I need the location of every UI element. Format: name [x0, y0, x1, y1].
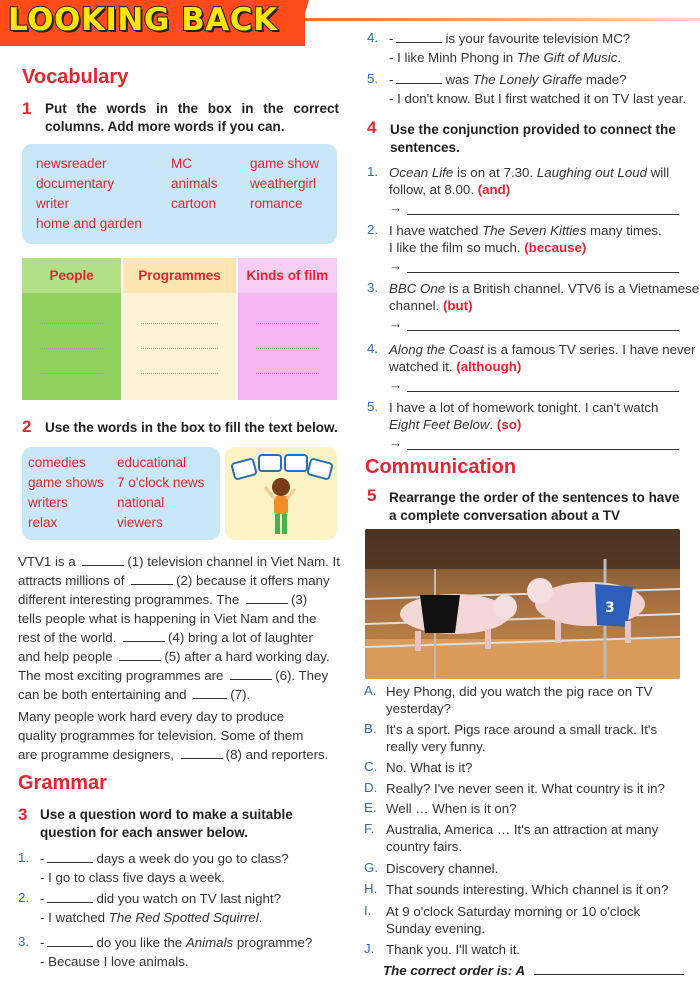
sentence-line	[389, 164, 683, 181]
paragraph-line	[18, 726, 336, 745]
sentence-line	[389, 280, 700, 297]
sentence-line: Sunday evening.	[386, 921, 486, 936]
answer-blank[interactable]	[47, 934, 93, 947]
sentence-line	[389, 181, 510, 198]
answer-line[interactable]	[256, 373, 319, 374]
column-header: Programmes	[123, 258, 235, 293]
question-line	[40, 934, 312, 951]
pig-number-label: 3	[605, 600, 615, 616]
sentence-line	[389, 399, 683, 416]
text-run: is your favourite television MC?	[445, 31, 631, 46]
sentence-line	[389, 297, 473, 314]
word-box-1	[22, 144, 337, 244]
text-run: I have a lot of homework tonight. I can't watch	[389, 400, 659, 415]
cartoon-illustration	[225, 447, 337, 540]
word: comedies	[28, 455, 86, 470]
sentence-line: Well … When is it on?	[386, 801, 517, 816]
question-line	[389, 71, 627, 88]
arrow-icon: →	[389, 258, 403, 273]
column-people	[22, 258, 121, 400]
sentence-letter: D.	[364, 780, 378, 795]
paragraph-line	[18, 609, 336, 628]
text-run: -	[40, 935, 45, 950]
conjunction-hint: (so)	[496, 417, 522, 432]
answer-line[interactable]	[40, 348, 103, 349]
banner-rule	[305, 18, 700, 21]
exercise-2-number: 2	[22, 417, 32, 436]
text-run: - Because I love animals.	[40, 954, 189, 969]
answer-blank[interactable]	[123, 629, 165, 642]
item-number: 4.	[367, 341, 379, 356]
fill-in-paragraph-2	[18, 707, 336, 764]
word: home and garden	[36, 216, 142, 231]
exercise-5-number: 5	[367, 486, 377, 505]
communication-heading: Communication	[365, 456, 517, 478]
sentence-line: Really? I've never seen it. What country is it in?	[386, 781, 665, 796]
text-run: .	[617, 50, 622, 65]
text-run: Many people work hard every day to produce	[18, 709, 285, 724]
text-run: rest of the world.	[18, 630, 120, 645]
exercise-4-number: 4	[367, 118, 377, 137]
text-run: tells people what is happening in Viet Nam and the	[18, 611, 317, 626]
answer-blank[interactable]	[396, 30, 442, 43]
answer-line[interactable]	[40, 323, 103, 324]
conjunction-hint: (and)	[477, 182, 511, 197]
text-run: I have watched	[389, 223, 483, 238]
answer-line[interactable]	[141, 373, 217, 374]
text-run: different interesting programmes. The	[18, 592, 243, 607]
paragraph-line	[18, 647, 336, 666]
sentence-line	[389, 239, 586, 256]
sentence-letter: E.	[364, 800, 377, 815]
text-run: are programme designers,	[18, 747, 178, 762]
item-number: 5.	[367, 399, 379, 414]
text-run: - I don't know. But I first watched it on TV last year.	[389, 91, 687, 106]
answer-line[interactable]	[141, 348, 217, 349]
word: documentary	[36, 176, 115, 191]
answer-line	[389, 90, 686, 107]
text-run: The Red Spotted Squirrel	[108, 910, 259, 925]
word-box-2	[22, 447, 220, 540]
sentence-letter: A.	[364, 683, 377, 698]
sentence-letter: C.	[364, 759, 378, 774]
column-kinds-of-film	[236, 258, 337, 400]
text-run: - I go to class five days a week.	[40, 870, 225, 885]
text-run: BBC One	[389, 281, 446, 296]
sentence-line	[389, 358, 521, 375]
banner-corner	[295, 0, 309, 46]
text-run: The Gift of Music	[516, 50, 618, 65]
sentence-line: Australia, America … It's an attraction at many	[386, 822, 659, 837]
item-number: 2.	[18, 890, 30, 905]
sentence-letter: B.	[364, 721, 377, 736]
text-run: do you like the	[96, 935, 186, 950]
word: relax	[28, 515, 58, 530]
word: romance	[250, 196, 303, 211]
word: writers	[28, 495, 68, 510]
answer-line	[40, 909, 262, 926]
answer-blank[interactable]	[47, 850, 93, 863]
word: viewers	[117, 515, 163, 530]
answer-line	[40, 953, 189, 970]
text-run: .	[258, 910, 263, 925]
column-header: Kinds of film	[238, 258, 337, 293]
pig-race-image	[365, 529, 680, 679]
answer-line[interactable]	[141, 323, 217, 324]
sentence-line: It's a sport. Pigs race around a small track. It's	[386, 722, 658, 737]
tv-boy-illustration	[225, 447, 337, 540]
answer-blank[interactable]	[407, 272, 679, 273]
text-run: (8) and reporters.	[225, 747, 329, 762]
answer-blank[interactable]	[193, 686, 227, 699]
item-number: 1.	[367, 164, 379, 179]
exercise-5-instruction: Rearrange the order of the sentences to have a complete conversation about a TV	[389, 490, 680, 523]
answer-blank[interactable]	[407, 330, 679, 331]
answer-line	[40, 869, 225, 886]
sentence-line: Discovery channel.	[386, 861, 499, 876]
text-run: -	[40, 851, 45, 866]
column-header: People	[22, 258, 121, 293]
text-run: Eight Feet Below	[389, 417, 490, 432]
paragraph-line	[18, 590, 336, 609]
text-run: Ocean Life	[389, 165, 454, 180]
text-run: Laughing out Loud	[536, 165, 648, 180]
sentence-line: really very funny.	[386, 739, 486, 754]
exercise-4-instruction: Use the conjunction provided to connect the sentences.	[390, 122, 676, 155]
text-run: - I like Minh Phong in	[389, 50, 517, 65]
answer-blank[interactable]	[131, 572, 173, 585]
answer-line[interactable]	[40, 373, 103, 374]
exercise-2-instruction: Use the words in the box to fill the text below.	[45, 420, 338, 435]
conjunction-hint: (because)	[524, 240, 587, 255]
paragraph-line	[18, 707, 336, 726]
pig-race-photo	[365, 529, 680, 679]
text-run: can be both entertaining and	[18, 687, 191, 702]
word: animals	[171, 176, 218, 191]
text-run: (5) after a hard working day.	[164, 649, 330, 664]
arrow-icon: →	[389, 316, 403, 331]
sentence-line: Hey Phong, did you watch the pig race on TV	[386, 684, 653, 699]
item-number: 3.	[367, 280, 379, 295]
conjunction-hint: (but)	[442, 298, 473, 313]
sentence-line: country fairs.	[386, 839, 463, 854]
text-run: made?	[582, 72, 627, 87]
sentence-letter: I.	[364, 903, 372, 918]
answer-blank[interactable]	[534, 962, 684, 975]
exercise-1-number: 1	[22, 99, 32, 118]
paragraph-line	[18, 571, 336, 590]
arrow-icon: →	[389, 435, 403, 450]
word: national	[117, 495, 165, 510]
text-run: watched it.	[389, 359, 457, 374]
text-run: follow, at 8.00.	[389, 182, 478, 197]
item-number: 2.	[367, 222, 379, 237]
text-run: (4) bring a lot of laughter	[168, 630, 313, 645]
answer-arrow-line	[389, 316, 681, 334]
answer-blank[interactable]	[230, 667, 272, 680]
answer-blank[interactable]	[246, 591, 288, 604]
answer-arrow-line	[389, 200, 681, 218]
exercise-3-number: 3	[18, 805, 28, 824]
text-run: - I watched	[40, 910, 109, 925]
exercise-3-instruction: Use a question word to make a suitable question for each answer below.	[40, 807, 293, 840]
text-run: did you watch on TV last night?	[96, 891, 281, 906]
sentence-line	[389, 222, 683, 239]
column-programmes	[121, 258, 235, 400]
paragraph-line	[18, 685, 336, 704]
sentence-line	[389, 416, 521, 433]
vocabulary-heading: Vocabulary	[22, 66, 129, 88]
word: 7 o'clock news	[117, 475, 205, 490]
text-run: VTV1 is a	[18, 554, 80, 569]
exercise-1-instruction: Put the words in the box in the correct columns. Add more words if you can.	[45, 101, 339, 134]
sentence-letter: G.	[364, 860, 379, 875]
text-run: is a British channel. VTV6 is a Vietnamese	[445, 281, 700, 296]
grammar-heading: Grammar	[18, 772, 107, 794]
word: educational	[117, 455, 187, 470]
text-run: is a famous TV series. I have never	[483, 342, 696, 357]
answer-blank[interactable]	[82, 553, 124, 566]
sentence-letter: H.	[364, 881, 378, 896]
sentence-line: Thank you. I'll watch it.	[386, 942, 521, 957]
item-number: 1.	[18, 850, 30, 865]
word: writer	[36, 196, 69, 211]
sentence-line: yesterday?	[386, 701, 452, 716]
word: MC	[171, 156, 192, 171]
word: game shows	[28, 475, 104, 490]
text-run: The Lonely Giraffe	[472, 72, 583, 87]
answer-blank[interactable]	[119, 648, 161, 661]
word: weathergirl	[250, 176, 317, 191]
question-line	[40, 850, 289, 867]
text-run: Along the Coast	[389, 342, 484, 357]
answer-line[interactable]	[256, 348, 319, 349]
answer-label: The correct order is: A	[383, 963, 525, 978]
answer-blank[interactable]	[47, 890, 93, 903]
answer-arrow-line	[389, 377, 681, 395]
question-line	[40, 890, 281, 907]
text-run: The most exciting programmes are	[18, 668, 228, 683]
sentence-line: No. What is it?	[386, 760, 473, 775]
text-run: I like the film so much.	[389, 240, 525, 255]
text-run: programme?	[233, 935, 313, 950]
sentence-letter: J.	[364, 941, 375, 956]
answer-line[interactable]	[256, 323, 319, 324]
text-run: (7).	[230, 687, 251, 702]
text-run: (2) because it offers many	[176, 573, 330, 588]
word: newsreader	[36, 156, 107, 171]
paragraph-line	[18, 628, 336, 647]
word: cartoon	[171, 196, 217, 211]
answer-row	[383, 962, 684, 978]
text-run: many times.	[586, 223, 662, 238]
answer-line	[389, 49, 621, 66]
text-run: is on at 7.30.	[453, 165, 537, 180]
text-run: The Seven Kitties	[482, 223, 587, 238]
text-run: will	[647, 165, 670, 180]
text-run: quality programmes for television. Some of them	[18, 728, 304, 743]
item-number: 4.	[367, 30, 379, 45]
category-table	[22, 258, 337, 400]
text-run: attracts millions of	[18, 573, 129, 588]
text-run: .	[489, 417, 497, 432]
item-number: 5.	[367, 71, 379, 86]
sentence-line	[389, 341, 696, 358]
answer-blank[interactable]	[407, 391, 679, 392]
text-run: -	[389, 72, 394, 87]
text-run: -	[40, 891, 45, 906]
text-run: was	[445, 72, 473, 87]
paragraph-line	[18, 745, 336, 764]
text-run: -	[389, 31, 394, 46]
arrow-icon: →	[389, 200, 403, 215]
page-title: LOOKING BACK	[8, 2, 278, 38]
answer-blank[interactable]	[396, 71, 442, 84]
text-run: days a week do you go to class?	[96, 851, 289, 866]
word: game show	[250, 156, 320, 171]
sentence-line: At 9 o'clock Saturday morning or 10 o'clock	[386, 904, 641, 919]
text-run: channel.	[389, 298, 443, 313]
answer-arrow-line	[389, 435, 681, 453]
item-number: 3.	[18, 934, 30, 949]
text-run: (6). They	[275, 668, 329, 683]
question-line	[389, 30, 630, 47]
paragraph-line	[18, 666, 336, 685]
text-run: (1) television channel in Viet Nam. It	[127, 554, 340, 569]
paragraph-line	[18, 552, 340, 571]
fill-in-paragraph-1	[18, 552, 340, 704]
answer-arrow-line	[389, 258, 681, 276]
answer-blank[interactable]	[407, 449, 679, 450]
answer-blank[interactable]	[407, 214, 679, 215]
sentence-line: That sounds interesting. Which channel is it on?	[386, 882, 669, 897]
answer-blank[interactable]	[181, 746, 223, 759]
sentence-letter: F.	[364, 821, 375, 836]
text-run: Animals	[185, 935, 234, 950]
text-run: and help people	[18, 649, 117, 664]
conjunction-hint: (although)	[456, 359, 522, 374]
text-run: (3)	[290, 592, 308, 607]
arrow-icon: →	[389, 377, 403, 392]
